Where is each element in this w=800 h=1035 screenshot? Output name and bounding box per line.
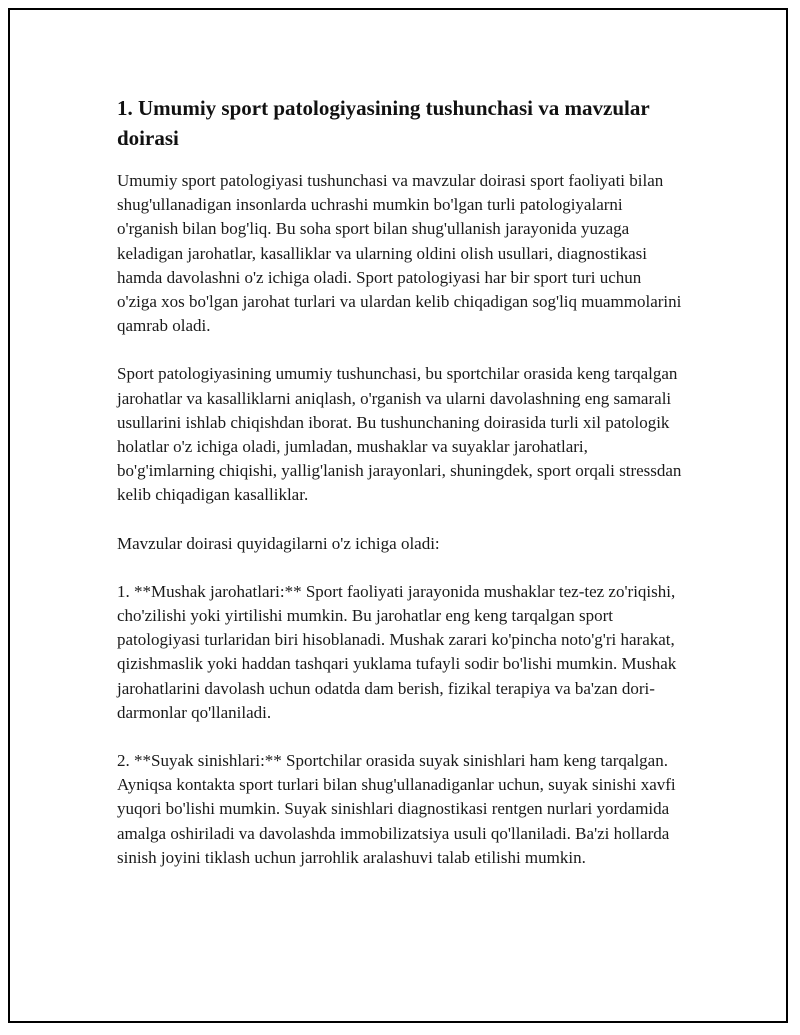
paragraph-muscle-injuries: 1. **Mushak jarohatlari:** Sport faoliyati jarayonida mushaklar tez-tez zo'riqishi, cho'zilishi yoki yirtilishi mumkin. Bu jarohatlar eng keng tarqalgan sport patologiyasi turlaridan biri hisoblanadi. Mushak zarari ko'pincha noto'g'ri harakat, qizishmaslik yoki haddan tashqari yuklama tufayli sodir bo'lishi mumkin. Mushak jarohatlarini davolash uchun odatda dam berish, fizikal terapiya va ba'zan dori-darmonlar qo'llaniladi. xyxy=(117,581,677,722)
paragraph-intro: Umumiy sport patologiyasi tushunchasi va mavzular doirasi sport faoliyati bilan shug'ullanadigan insonlarda uchrashi mumkin bo'lgan turli patologiyalarni o'rganish bilan bog'liq. Bu soha sport bilan shug'ullanish jarayonida yuzaga keladigan jarohatlar, kasalliklar va ularning oldini olish usullari, diagnostikasi hamda davolashni o'z ichiga oladi. Sport patologiyasi har bir sport turi uchun o'ziga xos bo'lgan jarohat turlari va ulardan kelib chiqadigan sog'liq muammolarini qamrab oladi. xyxy=(117,171,682,336)
section-heading: 1. Umumiy sport patologiyasining tushunchasi va mavzular doirasi xyxy=(117,96,650,150)
paragraph-bone-fractures: 2. **Suyak sinishlari:** Sportchilar orasida suyak sinishlari ham keng tarqalgan. Ayniqsa kontakta sport turlari bilan shug'ullanadiganlar uchun, suyak sinishi xavfi yuqori bo'lishi mumkin. Suyak sinishlari diagnostikasi rentgen nurlari yordamida amalga oshiriladi va davolashda immobilizatsiya usuli qo'llaniladi. Ba'zi hollarda sinish joyini tiklash uchun jarrohlik aralashuvi talab etilishi mumkin. xyxy=(117,751,676,867)
paragraph-general-concept: Sport patologiyasining umumiy tushunchasi, bu sportchilar orasida keng tarqalgan jarohatlar va kasalliklarni aniqlash, o'rganish va ularni davolashning eng samarali usullarini ishlab chiqishdan iborat. Bu tushunchaning doirasida turli xil patologik holatlar o'z ichiga oladi, jumladan, mushaklar va suyaklar jarohatlari, bo'g'imlarning chiqishi, yallig'lanish jarayonlari, shuningdek, sport orqali stressdan kelib chiqadigan kasalliklar. xyxy=(117,364,682,505)
document-body xyxy=(117,93,685,894)
paragraph-topics-lead: Mavzular doirasi quyidagilarni o'z ichiga oladi: xyxy=(117,533,440,553)
